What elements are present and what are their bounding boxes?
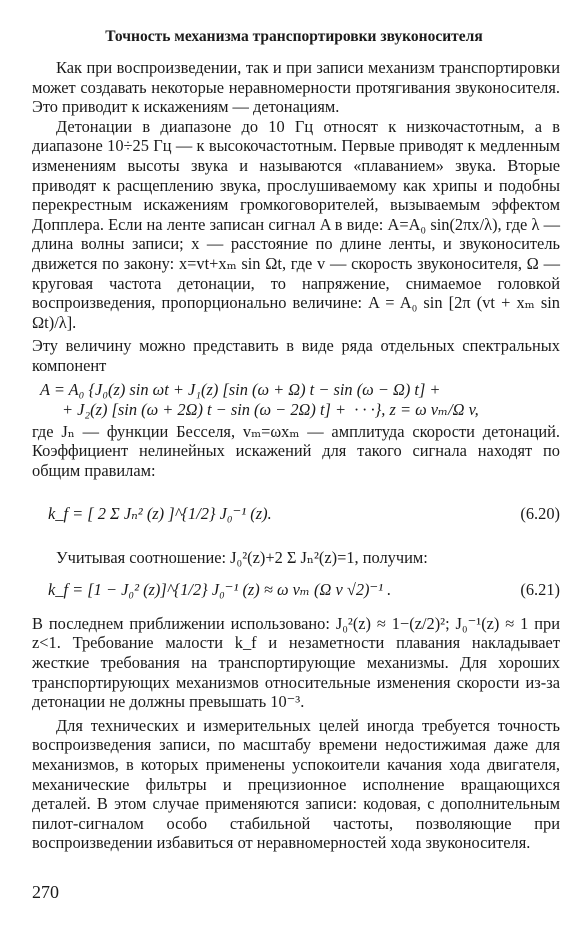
body-text bbox=[32, 58, 560, 853]
paragraph-7: Для технических и измерительных целей иногда требуется точность воспроизведения записи, по масштабу времени недостижимая даже для механизмов, в которых применены успокоители качания хода двигателя, механические фильтры и прецизионное исполнение вращающихся деталей. В этом случае применяются записи: кодовая, с дополнительным пилот-сигналом особо стабильной частоты, позволяющие при воспроизведении избавиться от неравномерностей хода звуконосителя. bbox=[32, 715, 560, 853]
paragraph-4: где Jₙ — функции Бесселя, vₘ=ωxₘ — амплитуда скорости детонаций. Коэффициент нелинейных искажений для такого сигнала находят по общим правилам: bbox=[32, 421, 560, 480]
equation-6-21 bbox=[32, 580, 560, 602]
paragraph-1: Как при воспроизведении, так и при записи механизм транспортировки может создавать некоторые неравномерности протягивания звуконосителя. Это приводит к искажениям — детонациям. bbox=[32, 58, 560, 117]
series-line-1: A = A₀ {J₀(z) sin ωt + J₁(z) [sin (ω + Ω) t − sin (ω − Ω) t] + bbox=[40, 379, 441, 399]
equation-6-21-label: (6.21) bbox=[520, 579, 560, 599]
series-equation bbox=[40, 380, 560, 420]
paragraph-2: Детонации в диапазоне до 10 Гц относят к низкочастотным, а в диапазоне 10÷25 Гц — к высокочастотным. Первые приводят к медленным изменениям высоты звука и называются «плаванием» звука. Вторые приводят к расщеплению звука, прослушиваемому как хрипы и подобны перекрестным искажениям громкоговорителей, вызываемым эффектом Допплера. Если на ленте записан сигнал A в виде: A=A₀ sin(2πx/λ), где λ — длина волны записи; x — расстояние по длине ленты, и звуконоситель движется по закону: x=vt+xₘ sin Ωt, где v — скорость звуконосителя, Ω — круговая частота детонации, то напряжение, снимаемое головкой воспроизведения, пропорционально величине: A = A₀ sin [2π (vt + xₘ sin Ωt)/λ]. bbox=[32, 116, 560, 332]
page-number: 270 bbox=[32, 882, 59, 902]
paragraph-6: В последнем приближении использовано: J₀²(z) ≈ 1−(z/2)²; J₀⁻¹(z) ≈ 1 при z<1. Требование малости k_f и незаметности плавания накладывает жесткие требования на транспортирующие механизмы. Для хороших транспортирующих механизмов относительные изменения скорости из-за детонации не должны превышать 10⁻³. bbox=[32, 613, 560, 712]
equation-6-20 bbox=[32, 494, 560, 534]
series-line-2: + J₂(z) [sin (ω + 2Ω) t − sin (ω − 2Ω) t] + · · ·}, z = ω vₘ/Ω v, bbox=[62, 399, 479, 419]
equation-6-21-body: k_f = [1 − J₀² (z)]^{1/2} J₀⁻¹ (z) ≈ ω vₘ (Ω v √2)⁻¹ . bbox=[48, 579, 392, 599]
equation-6-20-body: k_f = [ 2 Σ Jₙ² (z) ]^{1/2} J₀⁻¹ (z). bbox=[48, 504, 272, 524]
paragraph-5: Учитывая соотношение: J₀²(z)+2 Σ Jₙ²(z)=1, получим: bbox=[56, 548, 428, 568]
paragraph-3: Эту величину можно представить в виде ряда отдельных спектральных компонент bbox=[32, 336, 560, 375]
equation-6-20-label: (6.20) bbox=[520, 504, 560, 524]
section-title: Точность механизма транспортировки звуконосителя bbox=[105, 28, 483, 45]
